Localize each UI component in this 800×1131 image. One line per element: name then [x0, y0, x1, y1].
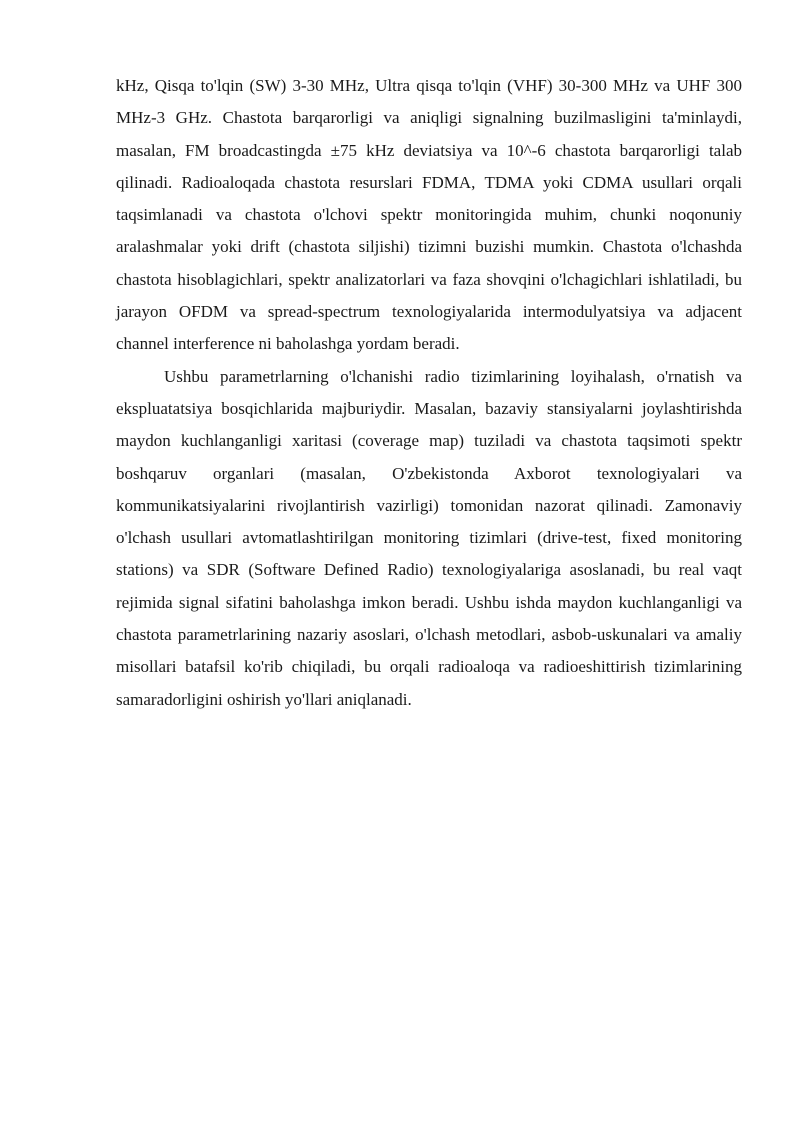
paragraph-continued: kHz, Qisqa to'lqin (SW) 3-30 MHz, Ultra qisqa to'lqin (VHF) 30-300 MHz va UHF 300 MHz-3 GHz. Chastota barqarorligi va aniqligi signalning buzilmasligini ta'minlaydi, masalan, FM broadcastingda ±75 kHz deviatsiya va 10^-6 chastota barqarorligi talab qilinadi. Radioaloqada chastota resurslari FDMA, TDMA yoki CDMA usullari orqali taqsimlanadi va chastota o'lchovi spektr monitoringida muhim, chunki noqonuniy aralashmalar yoki drift (chastota siljishi) tizimni buzishi mumkin. Chastota o'lchashda chastota hisoblagichlari, spektr analizatorlari va faza shovqini o'lchagichlari ishlatiladi, bu jarayon OFDM va spread-spectrum texnologiyalarida intermodulyatsiya va adjacent channel interference ni baholashga yordam beradi. [116, 76, 742, 354]
document-page [116, 70, 742, 716]
paragraph-measurement-stages: Ushbu parametrlarning o'lchanishi radio tizimlarining loyihalash, o'rnatish va ekspluatatsiya bosqichlarida majburiydir. Masalan, bazaviy stansiyalarni joylashtirishda maydon kuchlanganligi xaritasi (coverage map) tuziladi va chastota taqsimoti spektr boshqaruv organlari (masalan, O'zbekistonda Axborot texnologiyalari va kommunikatsiyalarini rivojlantirish vazirligi) tomonidan nazorat qilinadi. Zamonaviy o'lchash usullari avtomatlashtirilgan monitoring tizimlari (drive-test, fixed monitoring stations) va SDR (Software Defined Radio) texnologiyalariga asoslanadi, bu real vaqt rejimida signal sifatini baholashga imkon beradi. Ushbu ishda maydon kuchlanganligi va chastota parametrlarining nazariy asoslari, o'lchash metodlari, asbob-uskunalari va amaliy misollari batafsil ko'rib chiqiladi, bu orqali radioaloqa va radioeshittirish tizimlarining samaradorligini oshirish yo'llari aniqlanadi. [116, 366, 742, 709]
